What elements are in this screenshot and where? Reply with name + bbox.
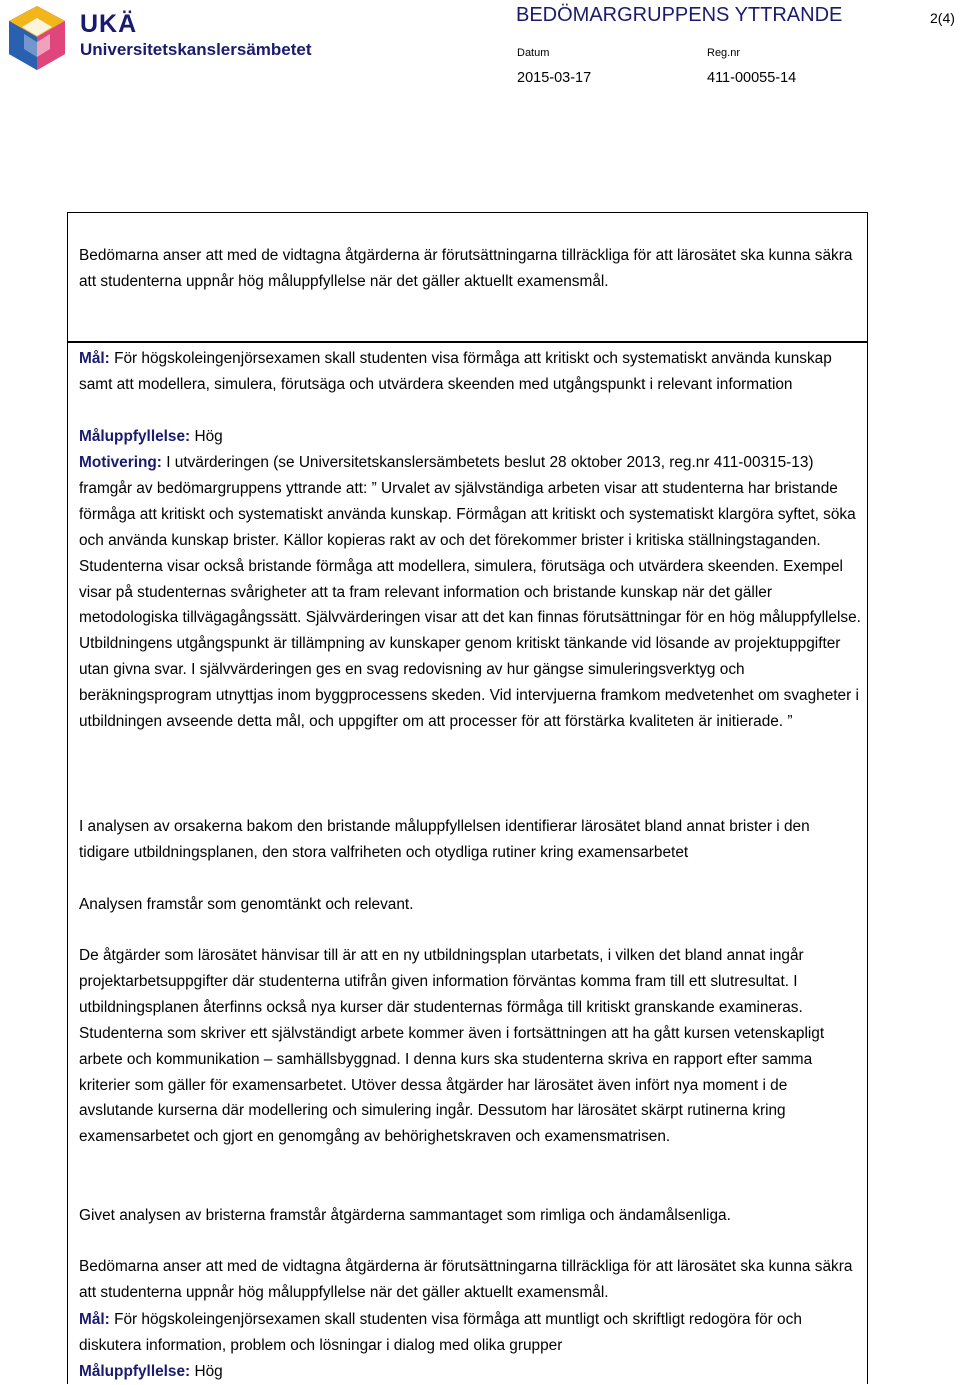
goal2-paragraph (79, 1307, 864, 1359)
document-title: BEDÖMARGRUPPENS YTTRANDE (516, 4, 843, 26)
fulfilment-line (79, 424, 864, 450)
uka-logo-icon (6, 4, 68, 72)
motivation-paragraph (79, 450, 864, 735)
analysis-verdict: Analysen framstår som genomtänkt och relevant. (79, 896, 414, 913)
goal-label: Mål: (79, 350, 110, 367)
assessment-paragraph-2: Bedömarna anser att med de vidtagna åtgärderna är förutsättningarna tillräckliga för att lärosätet ska kunna säkra att studenterna uppnår hög måluppfyllelse när det gäller aktuellt examensmål. (79, 1258, 853, 1301)
motivation-text: I utvärderingen (se Universitetskanslersämbetets beslut 28 oktober 2013, reg.nr 411-00315-13) framgår av bedömargruppens yttrande att: ” Urvalet av självständiga arbeten visar att studenterna har bristande förmåga att kritiskt och systematiskt använda kunskap. Förmågan att kritiskt och systematiskt klargöra syftet, söka och använda kunskap brister. Källor kopieras rakt av och det förekommer brister i kritiska ställningstaganden. Studenterna visar också bristande förmåga att modellera, simulera, förutsäga och utvärdera skeenden. Exempel visar på studenternas svårigheter att ta fram relevant information och bristande kunskap när det gäller metodologiska tillvägagångssätt. Självvärderingen visar att det kan finnas förutsättningar för en hög måluppfyllelse. Utbildningens utgångspunkt är tillämpning av kunskaper genom kritiskt tänkande vid lösande av projektuppgifter utan givna svar. I självvärderingen ges en svag redovisning av hur gängse simuleringsverktyg och beräkningsprogram utnyttjas inom byggprocessens skeden. Vid intervjuerna framkom medvetenhet om svagheter i utbildningen avseende detta mål, och uppgifter om att processer för att förstärka kvaliteten är initierade. ” (79, 454, 861, 731)
org-name: Universitetskanslersämbetet (80, 40, 312, 59)
motivation-label: Motivering: (79, 454, 162, 471)
date-value: 2015-03-17 (517, 70, 592, 86)
goal2-text: För högskoleingenjörsexamen skall studenten visa förmåga att muntligt och skriftligt redogöra för och diskutera information, problem och lösningar i dialog med olika grupper (79, 1311, 802, 1354)
measures-paragraph: De åtgärder som lärosätet hänvisar till är att en ny utbildningsplan utarbetats, i vilken det bland annat ingår projektarbetsuppgifter där studenterna utifrån given information förväntas komma fram till ett slutresultat. I utbildningsplanen återfinns också nya kurser där studenternas förmåga till kritiskt granskande examineras. Studenterna som skriver ett självständigt arbete kommer även i fortsättningen att ha gått kursen vetenskapligt arbete och kommunikation – samhällsbyggnad. I denna kurs ska studenterna skriva en rapport efter samma kriterier som gäller för examensarbetet. Utöver dessa åtgärder har lärosätet även infört nya moment i de avslutande kurserna där modellering och simulering ingår. Dessutom har lärosätet skärpt rutinerna kring examensarbetet och gjort en genomgång av behörighetskraven och examensmatrisen. (79, 947, 825, 1146)
goal-paragraph (79, 346, 864, 398)
goal2-label: Mål: (79, 1311, 110, 1328)
fulfilment-label: Måluppfyllelse: (79, 428, 191, 445)
regnr-label: Reg.nr (707, 47, 741, 59)
regnr-value: 411-00055-14 (707, 70, 797, 86)
fulfilment-value: Hög (190, 428, 223, 445)
fulfilment2-line (79, 1359, 864, 1385)
date-label: Datum (517, 47, 550, 59)
org-abbreviation: UKÄ (80, 10, 138, 38)
analysis-paragraph: I analysen av orsakerna bakom den bristande måluppfyllelsen identifierar lärosätet bland annat brister i den tidigare utbildningsplanen, den stora valfriheten och otydliga rutiner kring examensarbetet (79, 818, 810, 861)
assessment-paragraph: Bedömarna anser att med de vidtagna åtgärderna är förutsättningarna tillräckliga för att lärosätet ska kunna säkra att studenterna uppnår hög måluppfyllelse när det gäller aktuellt examensmål. (79, 247, 853, 290)
fulfilment2-value: Hög (190, 1363, 223, 1380)
measures-verdict: Givet analysen av bristerna framstår åtgärderna sammantaget som rimliga och ändamålsenliga. (79, 1207, 731, 1224)
goal-text: För högskoleingenjörsexamen skall studenten visa förmåga att kritiskt och systematiskt använda kunskap samt att modellera, simulera, förutsäga och utvärdera skeenden med utgångspunkt i relevant information (79, 350, 832, 393)
page-number: 2(4) (930, 10, 955, 26)
letterhead (0, 0, 960, 100)
fulfilment2-label: Måluppfyllelse: (79, 1363, 191, 1380)
